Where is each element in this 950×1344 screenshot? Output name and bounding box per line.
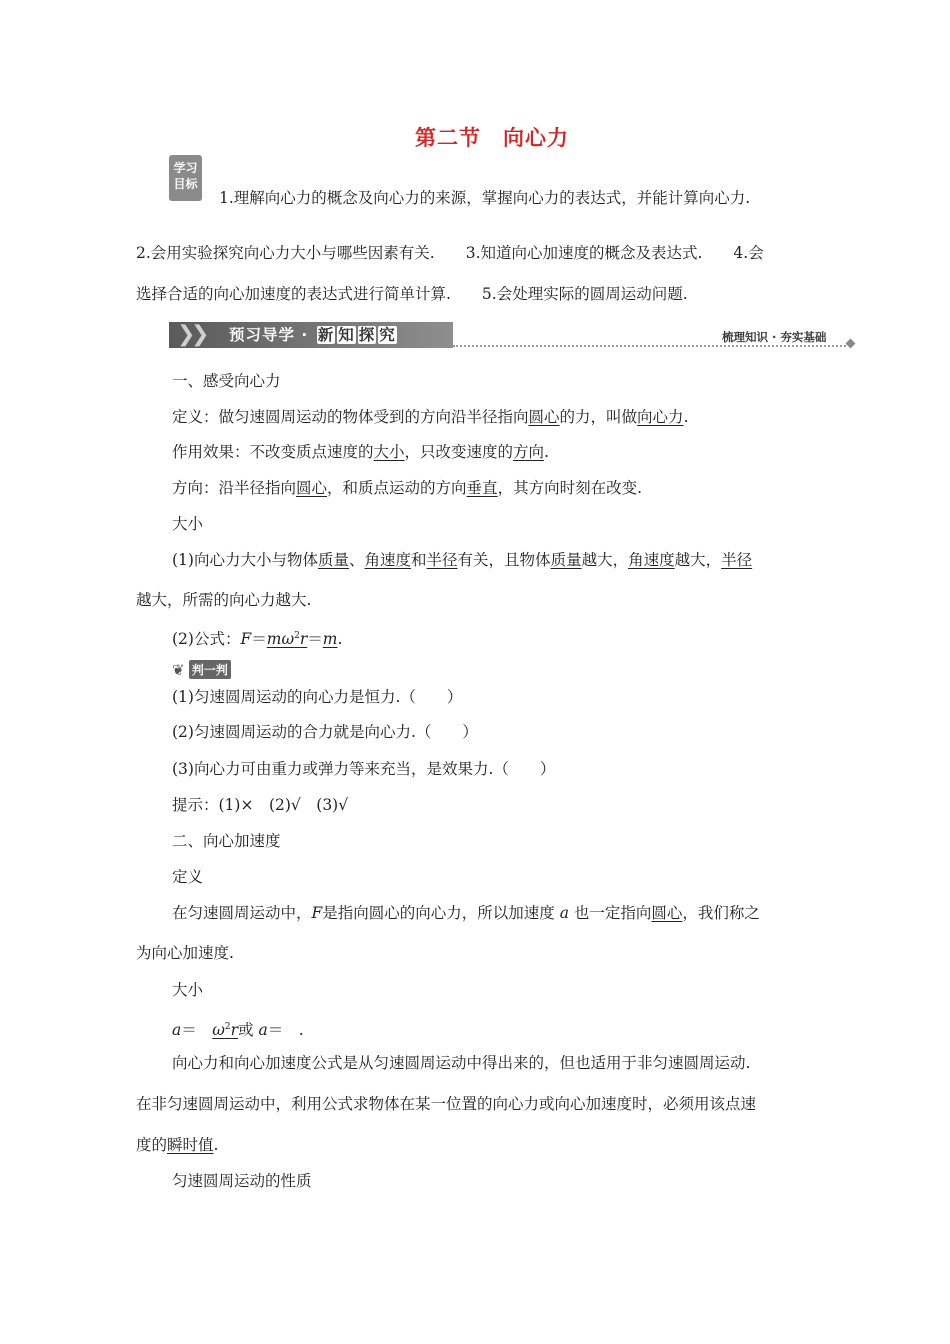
goal-line-2: 2.会用实验探究向心力大小与哪些因素有关. 3.知道向心加速度的概念及表达式. 4.会 xyxy=(136,244,764,262)
effect-line: 作用效果：不改变质点速度的大小，只改变速度的方向. xyxy=(172,443,549,461)
banner-box: 究 xyxy=(379,326,396,344)
section-heading-1: 一、感受向心力 xyxy=(172,372,281,390)
judge-question-2: (2)匀速圆周运动的合力就是向心力.（ ） xyxy=(172,723,478,741)
judge-label xyxy=(172,660,231,679)
accel-formula-line: a＝ $\omega^2r$或 a＝ . xyxy=(172,1021,304,1040)
goal-line-1: 1.理解向心力的概念及向心力的来源，掌握向心力的表达式，并能计算向心力. xyxy=(219,189,751,207)
accel-definition-line-1: 在匀速圆周运动中，F是指向圆心的向心力，所以加速度 a 也一定指向圆心，我们称之 xyxy=(172,904,760,922)
banner-box: 知 xyxy=(338,326,355,344)
section-banner xyxy=(169,322,453,348)
judge-tag: 判一判 xyxy=(189,660,231,679)
banner-title xyxy=(229,322,397,348)
nature-heading: 匀速圆周运动的性质 xyxy=(172,1172,312,1190)
size-label-2: 大小 xyxy=(172,981,204,999)
note-line-3: 度的瞬时值. xyxy=(136,1136,219,1154)
chevron-right-icon: ❯ xyxy=(177,322,196,347)
definition-label: 定义 xyxy=(172,868,204,886)
size-point-1-cont: 越大，所需的向心力越大. xyxy=(136,591,312,609)
diamond-icon xyxy=(846,339,856,349)
banner-right-label: 梳理知识 · 夯实基础 xyxy=(722,330,827,344)
note-line-1: 向心力和向心加速度公式是从匀速圆周运动中得出来的，但也适用于非匀速圆周运动. xyxy=(172,1054,751,1072)
goal-line-3: 选择合适的向心加速度的表达式进行简单计算. 5.会处理实际的圆周运动问题. xyxy=(136,285,688,303)
size-label: 大小 xyxy=(172,515,204,533)
section-heading-2: 二、向心加速度 xyxy=(172,832,281,850)
chevron-right-icon: ❯ xyxy=(191,322,210,347)
judge-question-3: (3)向心力可由重力或弹力等来充当，是效果力.（ ） xyxy=(172,760,556,778)
banner-box: 探 xyxy=(358,326,376,344)
definition-line: 定义：做匀速圆周运动的物体受到的方向沿半径指向圆心的力，叫做向心力. xyxy=(172,408,689,426)
formula-line: (2)公式：$F=m\omega^2r=m$. xyxy=(172,630,343,649)
judge-question-1: (1)匀速圆周运动的向心力是恒力.（ ） xyxy=(172,688,463,706)
banner-box: 新 xyxy=(317,326,335,344)
badge-line1: 学习 xyxy=(173,161,198,175)
judge-hint: 提示：(1)× (2)√ (3)√ xyxy=(172,796,349,814)
banner-text: 预习导学 · xyxy=(229,326,309,344)
badge-line2: 目标 xyxy=(173,177,198,191)
accel-definition-line-2: 为向心加速度. xyxy=(136,944,234,962)
size-point-1: (1)向心力大小与物体质量、角速度和半径有关，且物体质量越大，角速度越大，半径 xyxy=(172,551,753,569)
direction-line: 方向：沿半径指向圆心，和质点运动的方向垂直，其方向时刻在改变. xyxy=(172,479,642,497)
leaf-icon: ❦ xyxy=(172,660,185,679)
banner-dotted-line xyxy=(453,345,846,347)
page-title: 第二节 向心力 xyxy=(415,125,569,150)
note-line-2: 在非匀速圆周运动中，利用公式求物体在某一位置的向心力或向心加速度时，必须用该点速 xyxy=(136,1095,757,1113)
learning-goals-badge xyxy=(169,155,202,201)
